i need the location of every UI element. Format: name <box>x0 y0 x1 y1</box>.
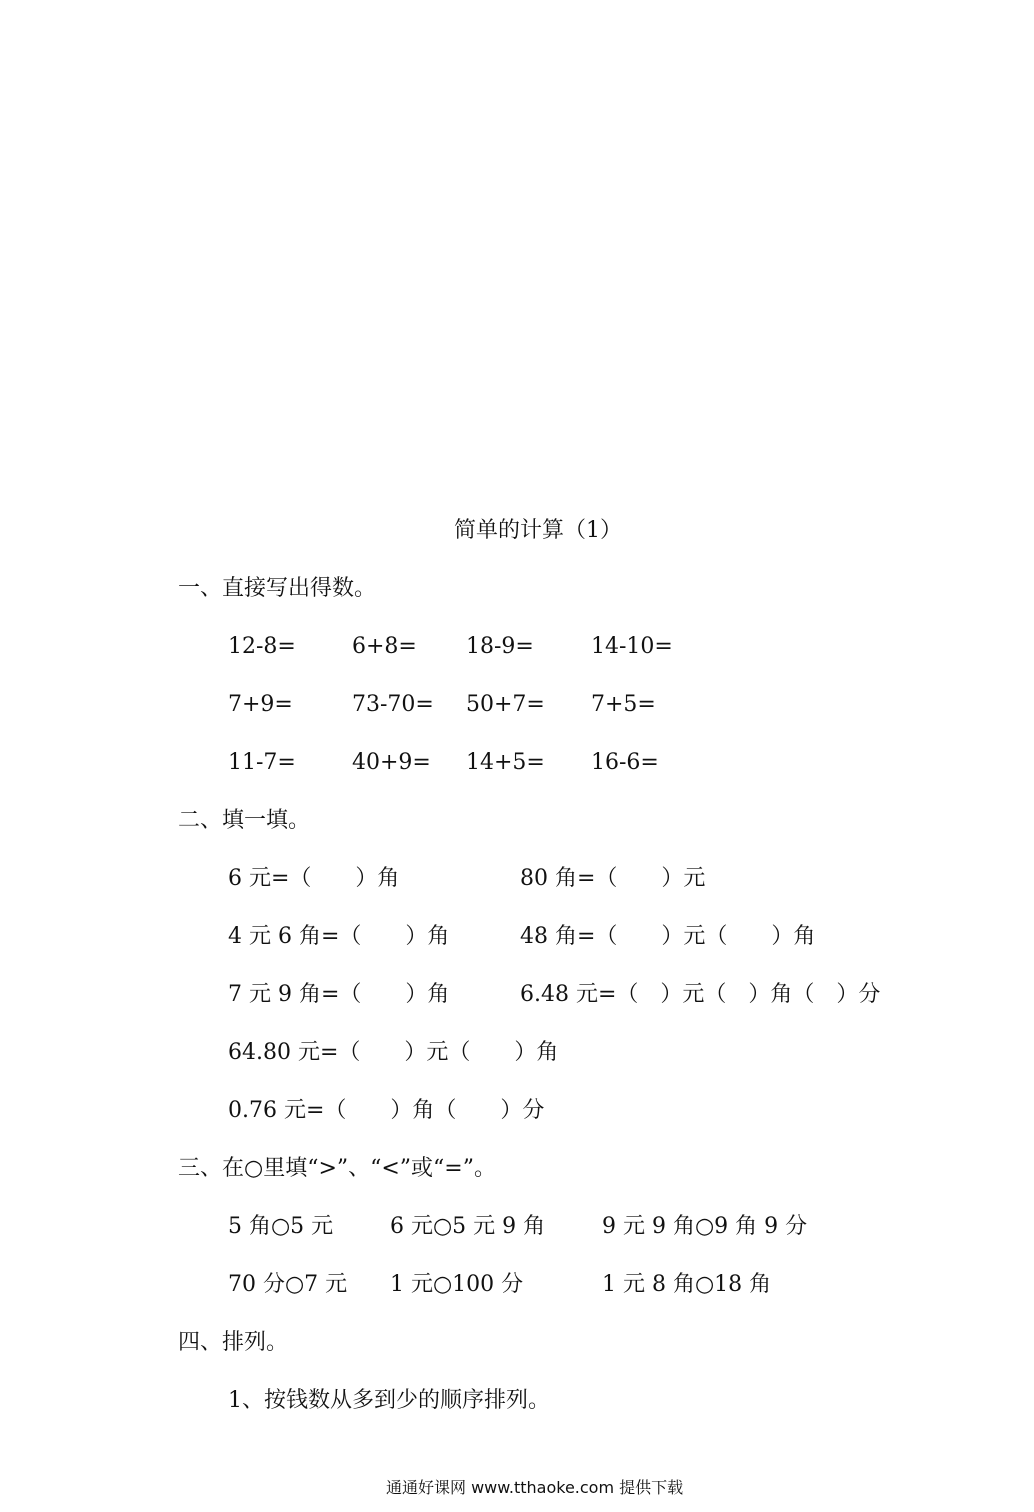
section-3-heading: 三、在○里填“>”、“<”或“=”。 <box>178 1156 496 1181</box>
calc-item: 7+9= <box>228 692 293 717</box>
fill-item: 6 元=（ ）角 <box>228 866 400 891</box>
compare-item: 6 元○5 元 9 角 <box>390 1214 546 1239</box>
compare-item: 5 角○5 元 <box>228 1214 334 1239</box>
calc-item: 14-10= <box>591 634 673 659</box>
section-2-heading: 二、填一填。 <box>178 808 311 833</box>
calc-item: 73-70= <box>352 692 434 717</box>
page-title: 简单的计算（1） <box>454 518 622 543</box>
section-1-heading: 一、直接写出得数。 <box>178 576 377 601</box>
fill-item: 4 元 6 角=（ ）角 <box>228 924 450 949</box>
calc-item: 40+9= <box>352 750 431 775</box>
calc-item: 11-7= <box>228 750 296 775</box>
calc-item: 6+8= <box>352 634 417 659</box>
fill-item: 7 元 9 角=（ ）角 <box>228 982 450 1007</box>
calc-item: 16-6= <box>591 750 659 775</box>
page-footer: 通通好课网 www.tthaoke.com 提供下载 <box>386 1478 684 1497</box>
fill-item: 80 角=（ ）元 <box>520 866 706 891</box>
section-4-heading: 四、排列。 <box>178 1330 289 1355</box>
fill-item: 48 角=（ ）元（ ）角 <box>520 924 816 949</box>
ordering-item: 1、按钱数从多到少的顺序排列。 <box>228 1388 550 1413</box>
calc-item: 14+5= <box>466 750 545 775</box>
calc-item: 18-9= <box>466 634 534 659</box>
calc-item: 12-8= <box>228 634 296 659</box>
fill-item: 0.76 元=（ ）角（ ）分 <box>228 1098 545 1123</box>
compare-item: 1 元 8 角○18 角 <box>602 1272 772 1297</box>
compare-item: 70 分○7 元 <box>228 1272 348 1297</box>
calc-item: 50+7= <box>466 692 545 717</box>
calc-item: 7+5= <box>591 692 656 717</box>
fill-item: 64.80 元=（ ）元（ ）角 <box>228 1040 559 1065</box>
compare-item: 1 元○100 分 <box>390 1272 524 1297</box>
fill-item: 6.48 元=（ ）元（ ）角（ ）分 <box>520 982 881 1007</box>
compare-item: 9 元 9 角○9 角 9 分 <box>602 1214 808 1239</box>
